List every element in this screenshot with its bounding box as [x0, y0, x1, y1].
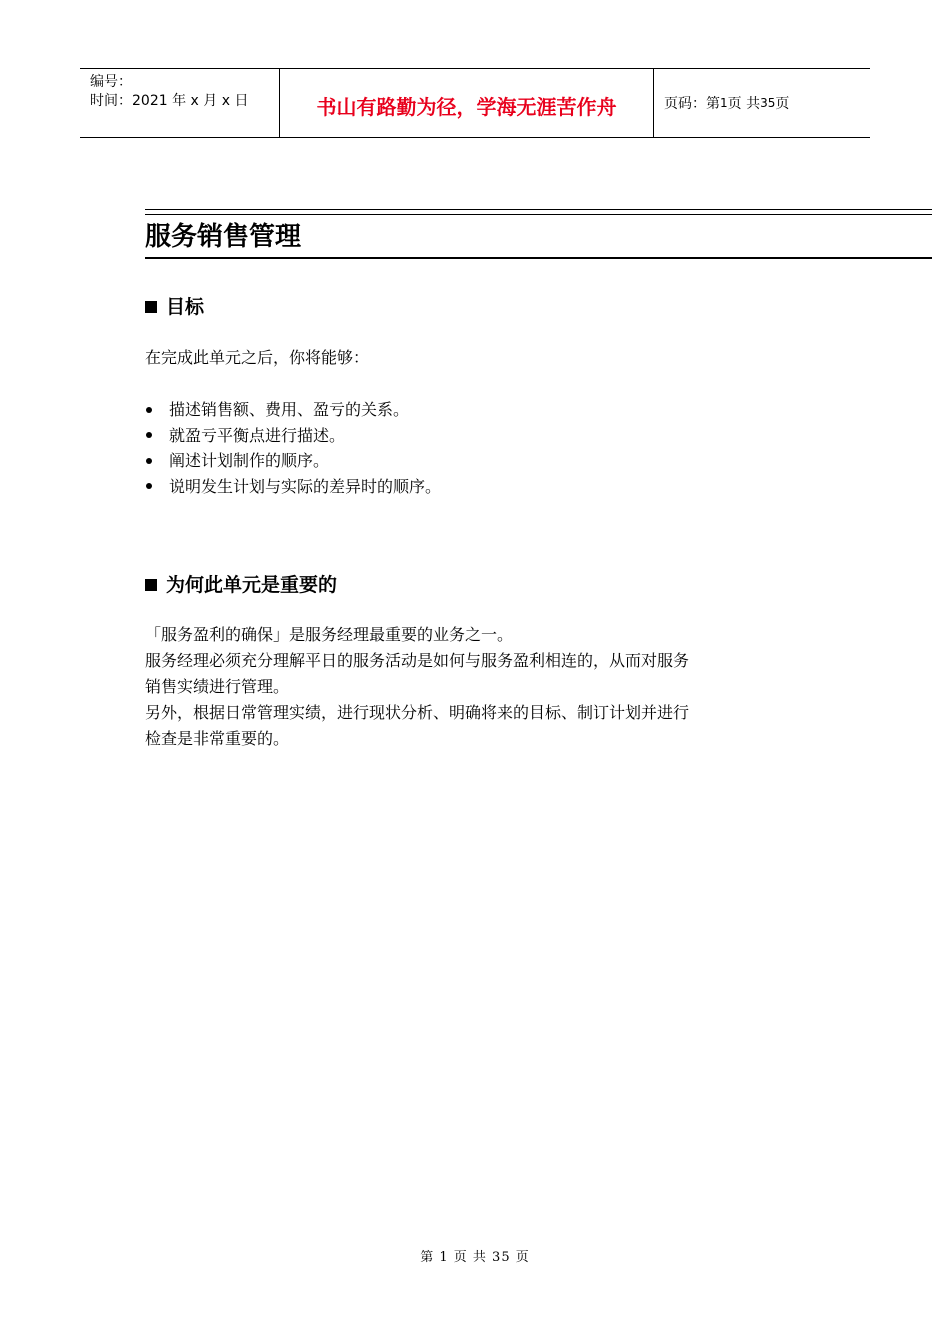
section-heading-text: 目标: [166, 296, 205, 318]
square-bullet-icon: [145, 579, 157, 591]
body-line: 「服务盈利的确保」是服务经理最重要的业务之一。: [145, 625, 514, 644]
list-item-text: 阐述计划制作的顺序。: [169, 451, 330, 470]
list-item: [145, 474, 441, 500]
header-number-label: 编号：: [90, 74, 132, 90]
list-item: [145, 448, 441, 474]
header-page-mid: 页 共: [727, 96, 761, 112]
list-item-text: 描述销售额、费用、盈亏的关系。: [169, 400, 410, 419]
list-item-text: 说明发生计划与实际的差异时的顺序。: [169, 476, 442, 496]
body-line: 销售实绩进行管理。: [145, 677, 290, 696]
header-meta: [80, 69, 280, 137]
objectives-intro: 在完成此单元之后，你将能够：: [145, 348, 370, 367]
list-item-text: 就盈亏平衡点进行描述。: [169, 425, 346, 445]
header-page-prefix: 页码：第: [664, 96, 720, 112]
page-title: 服务销售管理: [145, 222, 302, 252]
bullet-dot-icon: [146, 432, 152, 438]
bullet-dot-icon: [146, 483, 152, 489]
title-rule-top-second: [145, 214, 932, 215]
header-page-number: 1: [720, 96, 728, 110]
page-header: [80, 68, 870, 138]
list-item: [145, 397, 441, 423]
title-rule-top: [145, 209, 932, 210]
title-rule-bottom: [145, 257, 932, 259]
header-page-info: [654, 69, 870, 137]
section-heading-importance: [145, 572, 337, 598]
list-item: [145, 423, 441, 449]
body-line: 另外，根据日常管理实绩，进行现状分析、明确将来的目标、制订计划并进行: [145, 703, 690, 722]
square-bullet-icon: [145, 301, 157, 313]
body-line: 服务经理必须充分理解平日的服务活动是如何与服务盈利相连的，从而对服务: [145, 651, 690, 670]
bullet-dot-icon: [146, 458, 152, 464]
body-line: 检查是非常重要的。: [145, 729, 290, 748]
header-time-label: 时间：2021 年 x 月 x 日: [90, 93, 249, 109]
page-footer: 第 1 页 共 35 页: [420, 1250, 530, 1265]
objectives-list: [145, 397, 441, 499]
header-page-total: 35: [760, 96, 776, 110]
header-page-suffix: 页: [775, 96, 790, 112]
section-heading-text: 为何此单元是重要的: [166, 574, 338, 596]
importance-body: [145, 622, 845, 752]
bullet-dot-icon: [146, 407, 152, 413]
header-motto: 书山有路勤为径，学海无涯苦作舟: [280, 69, 654, 137]
section-heading-objectives: [145, 294, 204, 320]
